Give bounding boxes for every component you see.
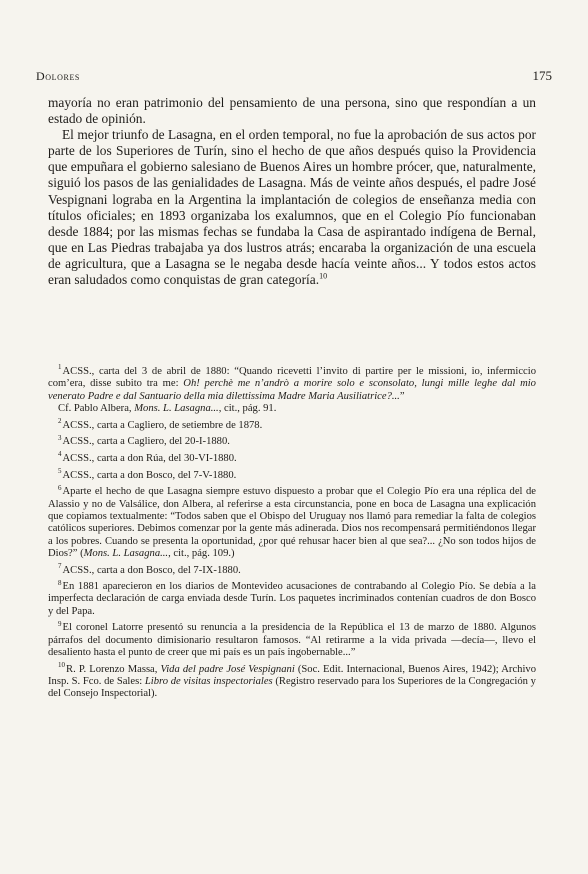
citation-title: Libro de visitas inspectoriales [144,676,273,688]
footnote-text: , cit., pág. 109.) [168,547,235,559]
footnote-5 [48,467,536,482]
citation-title: Vida del padre José Vespignani [160,663,295,675]
footnote-text: ” [399,390,405,402]
footnote-2 [48,417,536,432]
footnote-italic-quote: Oh! perchè me n’andrò a morire solo e sconsolato, lungi mille leghe dal mio venerato Padre e dal Santuario della mia dilettissima Madre Maria Ausiliatrice?... [48,378,536,402]
footnote-number: 10 [58,661,65,670]
footnote-number: 9 [58,619,62,628]
footnote-text: Aparte el hecho de que Lasagna siempre estuvo dispuesto a probar que el Colegio Pío era una réplica del de Alassio y no de Valsálice, don Albera, al referirse a esta circunstancia, pone en boca de Lasagna una explicación que copiamos textualmente: “Todos saben que el Obispo del Uruguay nos llamó para remediar la falta de colegios católicos superiores. Debimos comenzar por la gente más adinerada. Dios nos recompensará permitiéndonos llegar a los pobres. Cuando se presenta la oportunidad, ¿por qué rehusar hacer bien al que sea?... ¿No son todos hijos de Dios?” ( [48,486,536,559]
paragraph-1-text: mayoría no eran patrimonio del pensamiento de una persona, sino que respondían a un estado de opinión. [48,95,536,127]
footnote-text: ACSS., carta a don Bosco, del 7-IX-1880. [62,564,241,576]
running-head: Dolores [36,69,80,83]
footnote-ref-10: 10 [319,271,328,281]
citation-title: Mons. L. Lasagna... [83,547,169,559]
footnote-number: 4 [58,450,62,459]
footnote-text: ACSS., carta a don Bosco, del 7-V-1880. [62,469,237,481]
footnote-text: (Soc. Edit. Internacional, Buenos Aires, 1942); Archivo Insp. S. Fco. de Sales: [48,663,536,688]
footnote-number: 8 [58,578,62,587]
footnote-text: En 1881 aparecieron en los diarios de Montevideo acusaciones de contrabando al Colegio Pío. Se debía a la imperfecta declaración de carga enviada desde Turín. Los paquetes incriminados contenían cuadros de don Bosco y del Papa. [48,581,536,617]
footnote-text: El coronel Latorre presentó su renuncia a la presidencia de la República el 13 de marzo de 1880. Algunos párrafos del documento dimisionario resultaron famosos. “Al retirarme a la vida privada —decía—, llevo el desaliento hasta el punto de creer que mi país es un país ingobernable...” [48,622,536,659]
footnote-9 [48,619,536,659]
footnote-text: ACSS., carta a Cagliero, de setiembre de 1878. [62,419,263,431]
footnote-1 [48,363,536,415]
footnote-3 [48,433,536,448]
footnote-number: 2 [58,417,62,426]
citation-text: , cit., pág. 91. [218,402,277,414]
footnote-4 [48,450,536,465]
citation-text: Cf. Pablo Albera, [58,402,135,414]
footnote-number: 6 [58,483,62,492]
footnote-text: ACSS., carta del 3 de abril de 1880: “Quando ricevetti l’invito di partire per le missioni, io, infermiccio com’era, disse subito tra me: [48,366,536,390]
paragraph-1 [48,95,536,127]
footnote-7 [48,561,536,577]
paragraph-2-text: El mejor triunfo de Lasagna, en el orden temporal, no fue la aprobación de sus actos por parte de los Superiores de Turín, sino el hecho de que años después quiso la Providencia que empuñara el gobierno salesiano de Buenos Aires un hombre prócer, que, naturalmente, siguió los pasos de las genialidades de Lasagna. Más de veinte años después, el padre José Vespignani lograba en la Argentina la implantación de colegios de enseñanza media con títulos oficiales; en 1893 organizaba los exalumnos, que en el Colegio Pío funcionaban desde 1884; por las mismas fechas se fundaba la Casa de aspirantado indígena de Bernal, que en Las Piedras trabajaba ya dos lustros atrás; encaraba la organización de una escuela de agricultura, que a Lasagna se le negaba desde hacía veinte años... Y todos estos actos eran saludados como conquistas de gran categoría. [48,127,536,288]
page-header [36,69,552,87]
footnote-number: 3 [58,433,62,442]
footnote-number: 7 [58,561,62,570]
footnote-text: R. P. Lorenzo Massa, [66,663,161,675]
main-text [48,95,536,288]
footnote-number: 5 [58,467,62,476]
citation-title: Mons. L. Lasagna... [134,402,219,414]
footnote-citation [48,403,536,415]
footnote-text: ACSS., carta a Cagliero, del 20-I-1880. [62,436,230,448]
footnote-number: 1 [58,363,62,372]
footnote-10 [48,661,536,701]
footnotes [48,363,536,705]
footnote-text: (Registro reservado para los Superiores de la Congregación y del Consejo Inspectorial). [48,676,536,700]
footnote-8 [48,578,536,618]
paragraph-2 [48,127,536,288]
footnote-text: ACSS., carta a don Rúa, del 30-VI-1880. [62,452,237,464]
footnote-6 [48,483,536,560]
page-number: 175 [532,68,552,83]
